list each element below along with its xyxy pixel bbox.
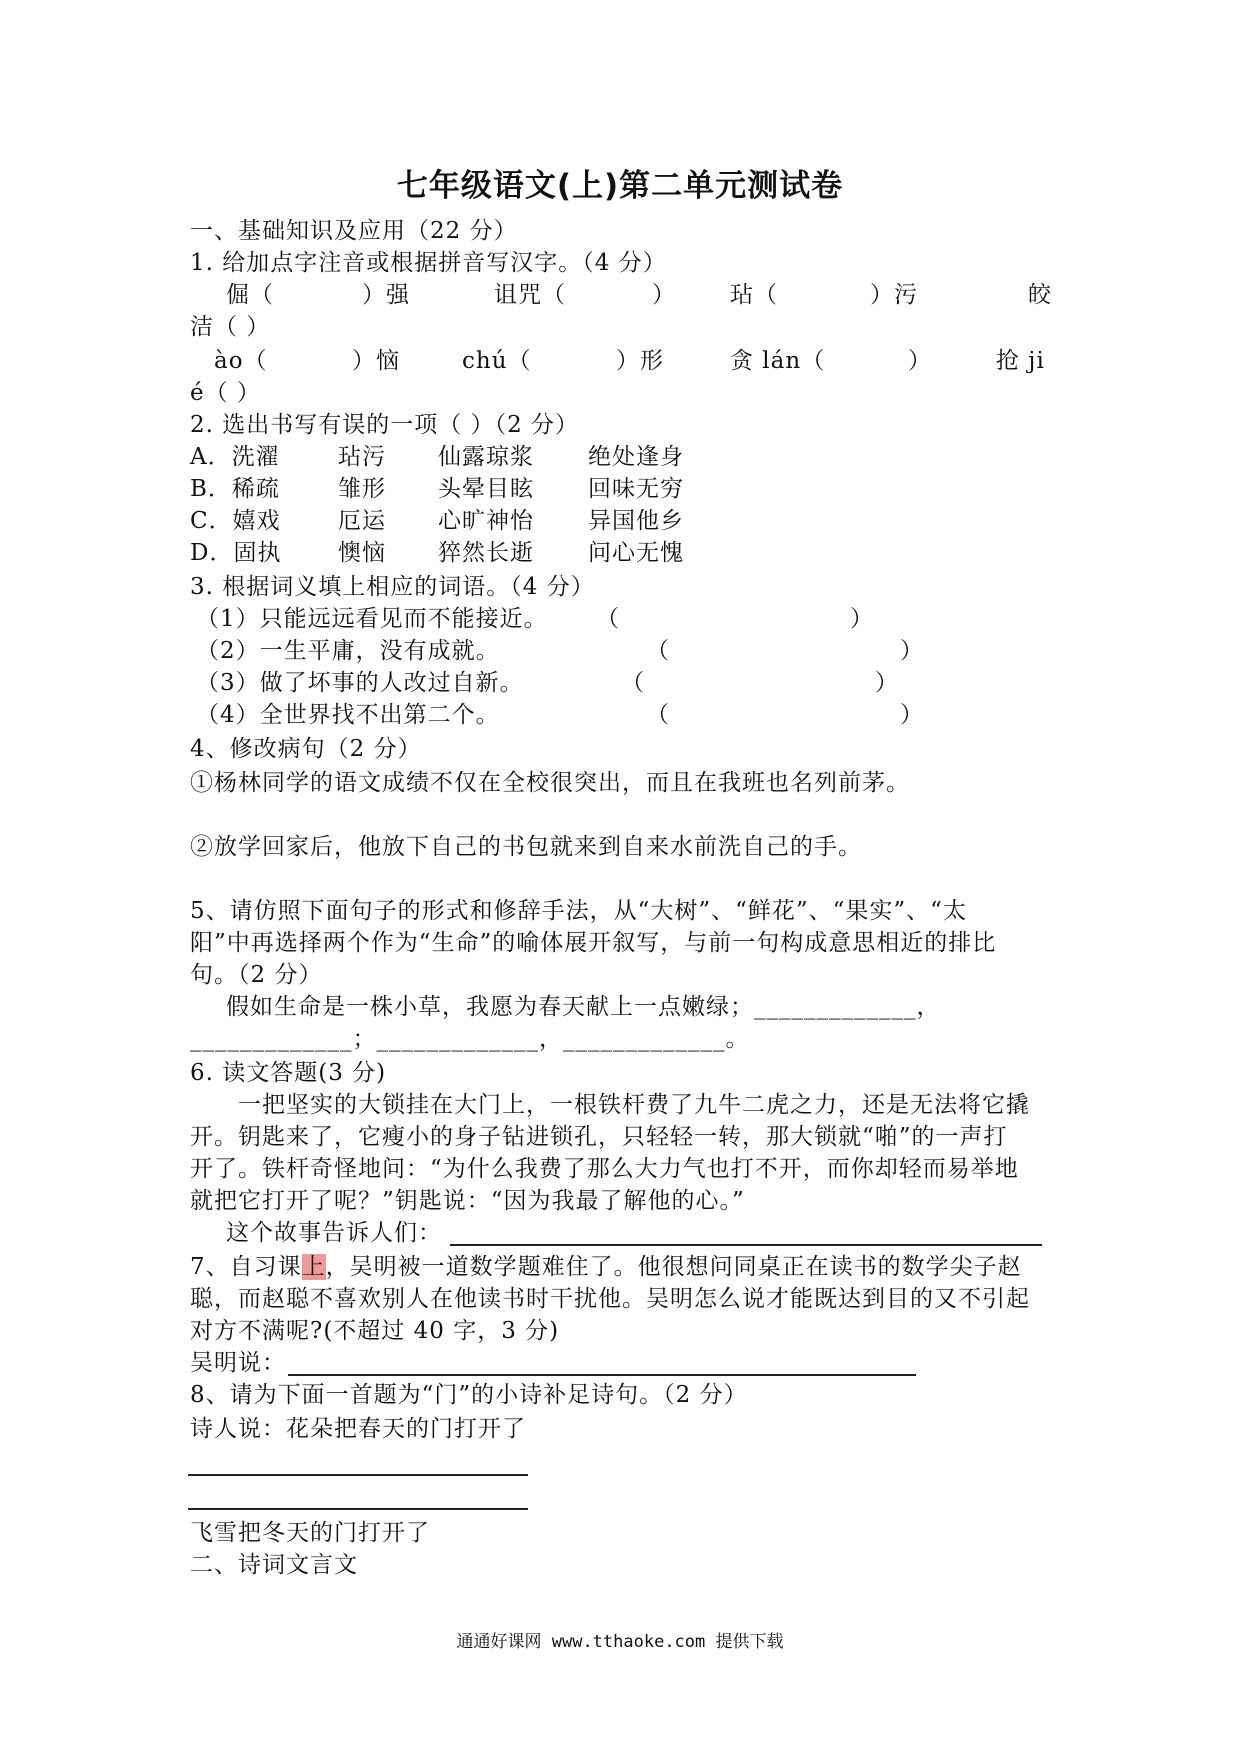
passage-line: 就把它打开了呢？”钥匙说：“因为我最了解他的心。” xyxy=(190,1188,745,1214)
pinyin-item: 贪 lán（ xyxy=(730,348,826,374)
pinyin-item-suffix: ）污 xyxy=(870,282,918,308)
answer-paren-close: ） xyxy=(850,606,874,632)
pinyin-item-suffix: ）恼 xyxy=(352,348,400,374)
answer-paren-close: ） xyxy=(875,670,899,696)
question-5-line-1: 5、请仿照下面句子的形式和修辞手法，从“大树”、“鲜花”、“果实”、“太 xyxy=(190,898,967,924)
question-7-prompt: 吴明说： xyxy=(190,1350,286,1376)
pinyin-item-suffix: ）强 xyxy=(362,282,410,308)
pinyin-item: 倔（ xyxy=(226,282,274,308)
question-1-row-2-wrap: é（ ） xyxy=(190,380,261,406)
answer-paren-open: （ xyxy=(621,670,645,696)
question-1-row-1-wrap: 洁（ ） xyxy=(190,314,271,340)
question-8-heading: 8、请为下面一首题为“门”的小诗补足诗句。（2 分） xyxy=(190,1382,748,1408)
page-title: 七年级语文(上)第二单元测试卷 xyxy=(396,168,844,204)
definition-row xyxy=(196,604,1056,634)
question-7-line-2: 聪，而赵聪不喜欢别人在他读书时干扰他。吴明怎么说才能既达到目的又不引起 xyxy=(190,1286,1030,1312)
option-word: 绝处逢身 xyxy=(588,444,684,470)
answer-paren-open: （ xyxy=(596,606,620,632)
question-6-heading: 6. 读文答题(3 分) xyxy=(190,1060,387,1086)
question-2-heading: 2. 选出书写有误的一项（ ）（2 分） xyxy=(190,412,580,438)
question-1-row-1 xyxy=(190,280,1050,310)
pinyin-item: chú（ xyxy=(462,348,532,374)
pinyin-item-suffix: ） xyxy=(652,282,676,308)
question-6-prompt: 这个故事告诉人们： xyxy=(226,1220,442,1246)
question-1-row-2 xyxy=(190,346,1050,376)
option-word: 问心无愧 xyxy=(588,540,684,566)
section-heading-2: 二、诗词文言文 xyxy=(190,1552,358,1578)
question-7-line-3: 对方不满呢?(不超过 40 字，3 分) xyxy=(190,1318,560,1344)
definition-row xyxy=(196,700,1056,730)
option-row xyxy=(190,506,790,536)
passage-line: 开了。铁杆奇怪地问：“为什么我费了那么大力气也打不开，而你却轻而易举地 xyxy=(190,1156,1019,1182)
pinyin-item-suffix: ）形 xyxy=(616,348,664,374)
option-word: 异国他乡 xyxy=(588,508,684,534)
poem-answer-line[interactable] xyxy=(188,1474,528,1476)
answer-line[interactable] xyxy=(288,1374,916,1376)
answer-line[interactable] xyxy=(450,1244,1042,1246)
passage-line: 一把坚实的大锁挂在大门上，一根铁杆费了九牛二虎之力，还是无法将它撬 xyxy=(238,1092,1030,1118)
question-5-line-2: 阳”中再选择两个作为“生命”的喻体展开叙写，与前一句构成意思相近的排比 xyxy=(190,930,997,956)
question-4-heading: 4、修改病句（2 分） xyxy=(190,736,422,762)
poem-line-1: 诗人说：花朵把春天的门打开了 xyxy=(190,1416,526,1442)
question-7-line-1 xyxy=(190,1252,1022,1282)
question-3-heading: 3. 根据词义填上相应的词语。（4 分） xyxy=(190,574,595,600)
pinyin-item: 诅咒（ xyxy=(494,282,566,308)
answer-paren-close: ） xyxy=(900,702,924,728)
option-word: 回味无穷 xyxy=(588,476,684,502)
page-footer: 通通好课网 www.tthaoke.com 提供下载 xyxy=(456,1632,784,1652)
definition-row xyxy=(196,668,1056,698)
option-word: 雏形 xyxy=(338,476,386,502)
option-word: A．洗濯 xyxy=(190,444,280,470)
question-5-example: 假如生命是一株小草，我愿为春天献上一点嫩绿；_____________， xyxy=(226,994,941,1020)
pinyin-item-suffix: ） xyxy=(908,348,932,374)
question-7-text: ，吴明被一道数学题难住了。他很想问同桌正在读书的数学尖子赵 xyxy=(325,1254,1022,1280)
option-row xyxy=(190,474,790,504)
answer-paren-close: ） xyxy=(900,638,924,664)
pinyin-item: ào（ xyxy=(214,348,268,374)
option-word: 猝然长逝 xyxy=(438,540,534,566)
poem-line-4: 飞雪把冬天的门打开了 xyxy=(190,1520,430,1546)
definition-text: （3）做了坏事的人改过自新。 xyxy=(196,670,524,696)
pinyin-item: 玷（ xyxy=(730,282,778,308)
definition-row xyxy=(196,636,1056,666)
option-word: D．固执 xyxy=(190,540,282,566)
option-word: 头晕目眩 xyxy=(438,476,534,502)
faulty-sentence-1: ①杨林同学的语文成绩不仅在全校很突出，而且在我班也名列前茅。 xyxy=(190,770,910,796)
option-word: B．稀疏 xyxy=(190,476,280,502)
option-word: 懊恼 xyxy=(338,540,386,566)
question-1-heading: 1. 给加点字注音或根据拼音写汉字。（4 分） xyxy=(190,250,667,276)
definition-text: （2）一生平庸，没有成就。 xyxy=(196,638,500,664)
option-word: 厄运 xyxy=(338,508,386,534)
answer-paren-open: （ xyxy=(646,638,670,664)
question-7-text: 7、自习课 xyxy=(190,1254,302,1280)
section-heading-1: 一、基础知识及应用（22 分） xyxy=(190,218,518,244)
option-word: 仙露琼浆 xyxy=(438,444,534,470)
definition-text: （4）全世界找不出第二个。 xyxy=(196,702,500,728)
pinyin-item: 抢 ji xyxy=(996,348,1045,374)
passage-line: 开。钥匙来了，它瘦小的身子钻进锁孔，只轻轻一转，那大锁就“啪”的一声打 xyxy=(190,1124,1008,1150)
option-word: 玷污 xyxy=(338,444,386,470)
question-5-blanks: _____________；_____________，_____________。 xyxy=(190,1026,750,1052)
answer-paren-open: （ xyxy=(646,702,670,728)
option-row xyxy=(190,538,790,568)
option-row xyxy=(190,442,790,472)
option-word: 心旷神怡 xyxy=(438,508,534,534)
question-5-line-3: 句。（2 分） xyxy=(190,962,323,988)
pinyin-item: 皎 xyxy=(1028,282,1052,308)
highlighted-char: 上 xyxy=(301,1254,326,1280)
definition-text: （1）只能远远看见而不能接近。 xyxy=(196,606,548,632)
poem-answer-line[interactable] xyxy=(188,1508,528,1510)
faulty-sentence-2: ②放学回家后，他放下自己的书包就来到自来水前洗自己的手。 xyxy=(190,834,862,860)
option-word: C．嬉戏 xyxy=(190,508,281,534)
